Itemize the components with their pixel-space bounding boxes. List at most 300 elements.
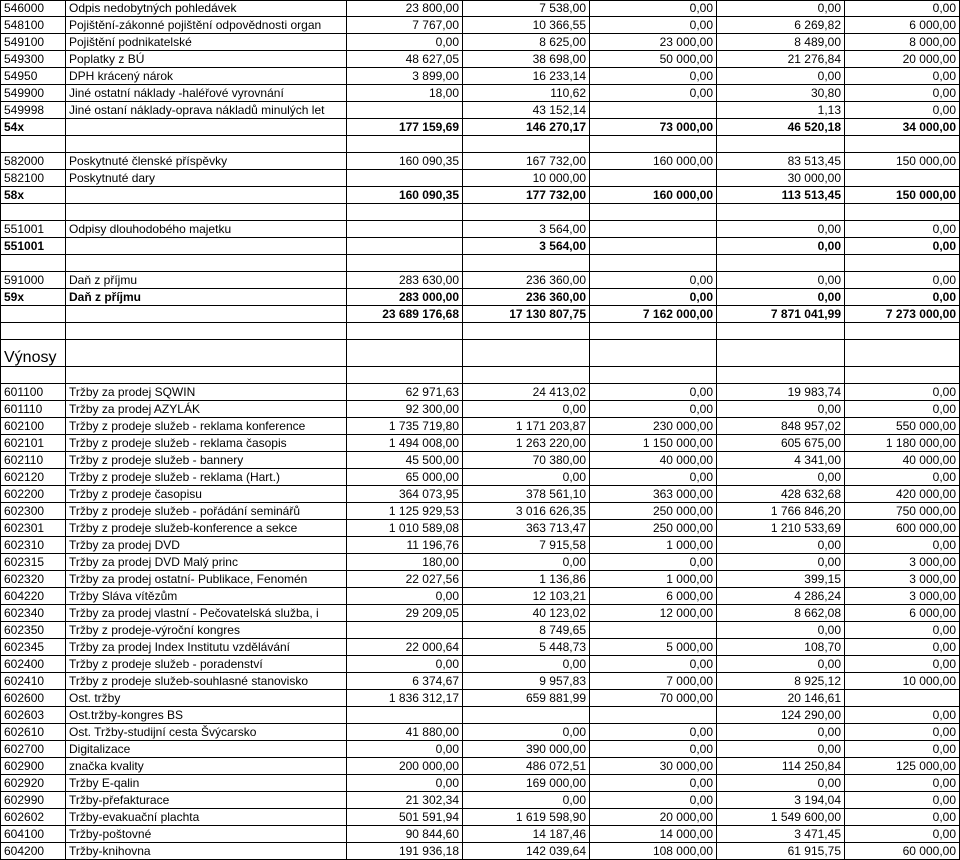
table-row bbox=[0, 588, 960, 605]
value-col2-cell: 0,00 bbox=[463, 724, 590, 741]
value-col1-cell: 177 159,69 bbox=[347, 119, 463, 136]
table-row bbox=[0, 503, 960, 520]
value-col5-cell: 0,00 bbox=[845, 826, 960, 843]
account-code-cell: 59x bbox=[0, 289, 66, 306]
account-name-cell: Tržby Sláva vítězům bbox=[66, 588, 347, 605]
value-col5-cell: 0,00 bbox=[845, 741, 960, 758]
value-col2-cell: 177 732,00 bbox=[463, 187, 590, 204]
value-col2-cell: 17 130 807,75 bbox=[463, 306, 590, 323]
value-col2-cell: 70 380,00 bbox=[463, 452, 590, 469]
value-col1-cell: 180,00 bbox=[347, 554, 463, 571]
value-col2-cell: 378 561,10 bbox=[463, 486, 590, 503]
account-code-cell: 602200 bbox=[0, 486, 66, 503]
value-col3-cell: 250 000,00 bbox=[590, 503, 717, 520]
value-col4-cell: 124 290,00 bbox=[717, 707, 845, 724]
subtotal-row bbox=[0, 238, 960, 255]
value-col3-cell: 73 000,00 bbox=[590, 119, 717, 136]
table-row bbox=[0, 384, 960, 401]
value-col5-cell bbox=[845, 340, 960, 367]
value-col4-cell: 0,00 bbox=[717, 289, 845, 306]
value-col3-cell: 230 000,00 bbox=[590, 418, 717, 435]
value-col5-cell: 0,00 bbox=[845, 537, 960, 554]
value-col3-cell: 7 162 000,00 bbox=[590, 306, 717, 323]
value-col1-cell: 0,00 bbox=[347, 34, 463, 51]
value-col1-cell: 364 073,95 bbox=[347, 486, 463, 503]
value-col1-cell bbox=[347, 340, 463, 367]
value-col4-cell: 0,00 bbox=[717, 469, 845, 486]
value-col2-cell: 5 448,73 bbox=[463, 639, 590, 656]
value-col5-cell: 3 000,00 bbox=[845, 571, 960, 588]
value-col3-cell: 23 000,00 bbox=[590, 34, 717, 51]
table-row bbox=[0, 418, 960, 435]
account-code-cell: 602120 bbox=[0, 469, 66, 486]
value-col2-cell: 43 152,14 bbox=[463, 102, 590, 119]
value-col4-cell: 0,00 bbox=[717, 554, 845, 571]
value-col3-cell: 1 000,00 bbox=[590, 571, 717, 588]
value-col5-cell: 3 000,00 bbox=[845, 588, 960, 605]
table-row bbox=[0, 469, 960, 486]
value-col2-cell bbox=[463, 323, 590, 340]
value-col5-cell: 0,00 bbox=[845, 724, 960, 741]
account-name-cell: Ost. tržby bbox=[66, 690, 347, 707]
value-col3-cell: 160 000,00 bbox=[590, 153, 717, 170]
value-col3-cell bbox=[590, 238, 717, 255]
table-row bbox=[0, 0, 960, 17]
account-code-cell: 602990 bbox=[0, 792, 66, 809]
account-name-cell: Ost. Tržby-studijní cesta Švýcarsko bbox=[66, 724, 347, 741]
value-col4-cell bbox=[717, 255, 845, 272]
account-code-cell: 582000 bbox=[0, 153, 66, 170]
account-name-cell bbox=[66, 323, 347, 340]
account-code-cell: 602610 bbox=[0, 724, 66, 741]
account-code-cell: 602110 bbox=[0, 452, 66, 469]
value-col3-cell: 6 000,00 bbox=[590, 588, 717, 605]
value-col5-cell: 0,00 bbox=[845, 401, 960, 418]
value-col3-cell: 0,00 bbox=[590, 384, 717, 401]
value-col4-cell: 19 983,74 bbox=[717, 384, 845, 401]
table-row bbox=[0, 85, 960, 102]
value-col2-cell bbox=[463, 367, 590, 384]
account-code-cell: 602920 bbox=[0, 775, 66, 792]
section-header-row bbox=[0, 340, 960, 367]
value-col3-cell: 1 150 000,00 bbox=[590, 435, 717, 452]
value-col5-cell: 1 180 000,00 bbox=[845, 435, 960, 452]
value-col4-cell: 3 194,04 bbox=[717, 792, 845, 809]
value-col3-cell bbox=[590, 204, 717, 221]
table-row bbox=[0, 435, 960, 452]
account-name-cell bbox=[66, 204, 347, 221]
account-name-cell: Tržby z prodeje služeb - reklama časopis bbox=[66, 435, 347, 452]
value-col4-cell: 848 957,02 bbox=[717, 418, 845, 435]
value-col3-cell: 12 000,00 bbox=[590, 605, 717, 622]
value-col2-cell: 0,00 bbox=[463, 554, 590, 571]
account-code-cell: 54x bbox=[0, 119, 66, 136]
value-col3-cell: 0,00 bbox=[590, 289, 717, 306]
value-col2-cell: 1 619 598,90 bbox=[463, 809, 590, 826]
table-row bbox=[0, 758, 960, 775]
value-col3-cell: 108 000,00 bbox=[590, 843, 717, 860]
value-col3-cell: 5 000,00 bbox=[590, 639, 717, 656]
account-name-cell bbox=[66, 136, 347, 153]
value-col2-cell: 0,00 bbox=[463, 656, 590, 673]
value-col1-cell: 1 494 008,00 bbox=[347, 435, 463, 452]
table-row bbox=[0, 170, 960, 187]
value-col4-cell bbox=[717, 340, 845, 367]
value-col4-cell: 0,00 bbox=[717, 741, 845, 758]
subtotal-row bbox=[0, 119, 960, 136]
account-code-cell: 602400 bbox=[0, 656, 66, 673]
table-row bbox=[0, 486, 960, 503]
account-name-cell: Tržby za prodej DVD bbox=[66, 537, 347, 554]
value-col5-cell: 3 000,00 bbox=[845, 554, 960, 571]
account-name-cell: Tržby za prodej AZYLÁK bbox=[66, 401, 347, 418]
value-col3-cell: 0,00 bbox=[590, 656, 717, 673]
value-col4-cell: 8 662,08 bbox=[717, 605, 845, 622]
value-col2-cell: 24 413,02 bbox=[463, 384, 590, 401]
value-col4-cell bbox=[717, 136, 845, 153]
value-col1-cell: 45 500,00 bbox=[347, 452, 463, 469]
value-col5-cell bbox=[845, 136, 960, 153]
value-col3-cell: 30 000,00 bbox=[590, 758, 717, 775]
value-col5-cell: 0,00 bbox=[845, 102, 960, 119]
account-code-cell: 602602 bbox=[0, 809, 66, 826]
value-col5-cell: 6 000,00 bbox=[845, 17, 960, 34]
value-col4-cell: 1,13 bbox=[717, 102, 845, 119]
value-col5-cell: 0,00 bbox=[845, 289, 960, 306]
value-col5-cell: 600 000,00 bbox=[845, 520, 960, 537]
value-col1-cell: 1 735 719,80 bbox=[347, 418, 463, 435]
account-code-cell: 549300 bbox=[0, 51, 66, 68]
account-name-cell: Tržby za prodej DVD Malý princ bbox=[66, 554, 347, 571]
value-col5-cell: 0,00 bbox=[845, 656, 960, 673]
value-col2-cell: 1 136,86 bbox=[463, 571, 590, 588]
value-col4-cell: 0,00 bbox=[717, 401, 845, 418]
table-row bbox=[0, 136, 960, 153]
value-col5-cell: 0,00 bbox=[845, 622, 960, 639]
value-col1-cell bbox=[347, 622, 463, 639]
account-name-cell: Ost.tržby-kongres BS bbox=[66, 707, 347, 724]
table-row bbox=[0, 690, 960, 707]
value-col5-cell: 40 000,00 bbox=[845, 452, 960, 469]
account-name-cell: Digitalizace bbox=[66, 741, 347, 758]
account-name-cell: Tržby z prodeje služeb-konference a sekce bbox=[66, 520, 347, 537]
value-col5-cell: 420 000,00 bbox=[845, 486, 960, 503]
account-name-cell: Tržby z prodeje služeb-souhlasné stanovisko bbox=[66, 673, 347, 690]
value-col1-cell bbox=[347, 707, 463, 724]
account-code-cell bbox=[0, 204, 66, 221]
value-col5-cell: 6 000,00 bbox=[845, 605, 960, 622]
value-col2-cell: 3 564,00 bbox=[463, 238, 590, 255]
account-code-cell: 551001 bbox=[0, 221, 66, 238]
value-col4-cell: 20 146,61 bbox=[717, 690, 845, 707]
value-col5-cell: 0,00 bbox=[845, 68, 960, 85]
value-col2-cell: 38 698,00 bbox=[463, 51, 590, 68]
table-row bbox=[0, 367, 960, 384]
value-col1-cell: 1 125 929,53 bbox=[347, 503, 463, 520]
account-name-cell bbox=[66, 187, 347, 204]
account-name-cell: značka kvality bbox=[66, 758, 347, 775]
value-col3-cell bbox=[590, 255, 717, 272]
value-col1-cell: 21 302,34 bbox=[347, 792, 463, 809]
account-code-cell: 602101 bbox=[0, 435, 66, 452]
account-code-cell: 602603 bbox=[0, 707, 66, 724]
value-col1-cell: 3 899,00 bbox=[347, 68, 463, 85]
value-col4-cell: 30,80 bbox=[717, 85, 845, 102]
account-name-cell: DPH krácený nárok bbox=[66, 68, 347, 85]
account-code-cell bbox=[0, 323, 66, 340]
value-col5-cell: 0,00 bbox=[845, 469, 960, 486]
value-col3-cell bbox=[590, 707, 717, 724]
value-col2-cell: 236 360,00 bbox=[463, 272, 590, 289]
value-col5-cell bbox=[845, 323, 960, 340]
value-col2-cell bbox=[463, 340, 590, 367]
account-name-cell: Poskytnuté dary bbox=[66, 170, 347, 187]
value-col2-cell: 659 881,99 bbox=[463, 690, 590, 707]
account-code-cell: 549100 bbox=[0, 34, 66, 51]
value-col3-cell bbox=[590, 102, 717, 119]
value-col2-cell: 16 233,14 bbox=[463, 68, 590, 85]
value-col5-cell: 0,00 bbox=[845, 272, 960, 289]
value-col4-cell: 0,00 bbox=[717, 272, 845, 289]
value-col2-cell bbox=[463, 707, 590, 724]
value-col1-cell: 0,00 bbox=[347, 656, 463, 673]
value-col2-cell: 7 538,00 bbox=[463, 0, 590, 17]
account-code-cell: 602350 bbox=[0, 622, 66, 639]
value-col4-cell bbox=[717, 367, 845, 384]
account-name-cell: Jiné ostaní náklady-oprava nákladů minulých let bbox=[66, 102, 347, 119]
value-col3-cell bbox=[590, 340, 717, 367]
value-col2-cell: 236 360,00 bbox=[463, 289, 590, 306]
value-col1-cell: 200 000,00 bbox=[347, 758, 463, 775]
value-col5-cell: 125 000,00 bbox=[845, 758, 960, 775]
table-row bbox=[0, 809, 960, 826]
account-code-cell: 602700 bbox=[0, 741, 66, 758]
value-col2-cell: 0,00 bbox=[463, 792, 590, 809]
account-name-cell: Tržby z prodeje služeb - poradenství bbox=[66, 656, 347, 673]
account-code-cell: 602310 bbox=[0, 537, 66, 554]
value-col5-cell bbox=[845, 255, 960, 272]
value-col3-cell: 1 000,00 bbox=[590, 537, 717, 554]
account-code-cell: 601100 bbox=[0, 384, 66, 401]
value-col1-cell: 22 027,56 bbox=[347, 571, 463, 588]
table-row bbox=[0, 153, 960, 170]
value-col3-cell: 0,00 bbox=[590, 401, 717, 418]
value-col1-cell: 7 767,00 bbox=[347, 17, 463, 34]
account-code-cell bbox=[0, 255, 66, 272]
value-col1-cell bbox=[347, 204, 463, 221]
value-col3-cell: 50 000,00 bbox=[590, 51, 717, 68]
account-name-cell: Daň z příjmu bbox=[66, 289, 347, 306]
value-col3-cell: 0,00 bbox=[590, 792, 717, 809]
account-code-cell: 602340 bbox=[0, 605, 66, 622]
value-col2-cell: 0,00 bbox=[463, 469, 590, 486]
account-code-cell: 602900 bbox=[0, 758, 66, 775]
account-name-cell: Tržby z prodeje služeb - pořádání seminářů bbox=[66, 503, 347, 520]
table-row bbox=[0, 673, 960, 690]
value-col5-cell: 0,00 bbox=[845, 384, 960, 401]
value-col4-cell: 4 286,24 bbox=[717, 588, 845, 605]
value-col1-cell: 1 010 589,08 bbox=[347, 520, 463, 537]
value-col1-cell: 501 591,94 bbox=[347, 809, 463, 826]
value-col1-cell: 1 836 312,17 bbox=[347, 690, 463, 707]
value-col4-cell: 0,00 bbox=[717, 724, 845, 741]
account-name-cell: Odpisy dlouhodobého majetku bbox=[66, 221, 347, 238]
value-col4-cell: 0,00 bbox=[717, 775, 845, 792]
value-col1-cell: 0,00 bbox=[347, 775, 463, 792]
account-code-cell: 604220 bbox=[0, 588, 66, 605]
value-col2-cell: 3 016 626,35 bbox=[463, 503, 590, 520]
table-row bbox=[0, 51, 960, 68]
account-name-cell: Tržby z prodeje služeb - bannery bbox=[66, 452, 347, 469]
subtotal-row bbox=[0, 289, 960, 306]
value-col4-cell: 1 549 600,00 bbox=[717, 809, 845, 826]
account-name-cell: Tržby z prodeje služeb - reklama konference bbox=[66, 418, 347, 435]
account-code-cell: 582100 bbox=[0, 170, 66, 187]
value-col3-cell bbox=[590, 221, 717, 238]
table-row bbox=[0, 520, 960, 537]
account-code-cell: 602600 bbox=[0, 690, 66, 707]
account-name-cell bbox=[66, 340, 347, 367]
value-col1-cell: 29 209,05 bbox=[347, 605, 463, 622]
section-title: Výnosy bbox=[0, 340, 66, 367]
table-row bbox=[0, 401, 960, 418]
value-col4-cell: 30 000,00 bbox=[717, 170, 845, 187]
value-col4-cell: 1 210 533,69 bbox=[717, 520, 845, 537]
value-col2-cell: 390 000,00 bbox=[463, 741, 590, 758]
value-col3-cell bbox=[590, 367, 717, 384]
table-row bbox=[0, 622, 960, 639]
value-col5-cell: 0,00 bbox=[845, 707, 960, 724]
table-row bbox=[0, 102, 960, 119]
value-col3-cell: 20 000,00 bbox=[590, 809, 717, 826]
value-col2-cell: 363 713,47 bbox=[463, 520, 590, 537]
value-col3-cell: 363 000,00 bbox=[590, 486, 717, 503]
value-col5-cell bbox=[845, 690, 960, 707]
account-name-cell: Tržby-knihovna bbox=[66, 843, 347, 860]
value-col3-cell: 70 000,00 bbox=[590, 690, 717, 707]
account-name-cell bbox=[66, 238, 347, 255]
value-col2-cell: 3 564,00 bbox=[463, 221, 590, 238]
account-name-cell: Jiné ostatní náklady -haléřové vyrovnání bbox=[66, 85, 347, 102]
account-code-cell: 601110 bbox=[0, 401, 66, 418]
table-row bbox=[0, 826, 960, 843]
account-code-cell: 549900 bbox=[0, 85, 66, 102]
value-col2-cell: 10 366,55 bbox=[463, 17, 590, 34]
value-col4-cell: 0,00 bbox=[717, 537, 845, 554]
table-row bbox=[0, 724, 960, 741]
account-code-cell: 602345 bbox=[0, 639, 66, 656]
table-row bbox=[0, 452, 960, 469]
account-code-cell: 602100 bbox=[0, 418, 66, 435]
value-col3-cell bbox=[590, 622, 717, 639]
account-code-cell: 551001 bbox=[0, 238, 66, 255]
value-col3-cell: 160 000,00 bbox=[590, 187, 717, 204]
value-col1-cell bbox=[347, 170, 463, 187]
value-col3-cell: 40 000,00 bbox=[590, 452, 717, 469]
value-col4-cell: 114 250,84 bbox=[717, 758, 845, 775]
value-col1-cell: 22 000,64 bbox=[347, 639, 463, 656]
table-row bbox=[0, 34, 960, 51]
value-col2-cell: 142 039,64 bbox=[463, 843, 590, 860]
value-col5-cell: 750 000,00 bbox=[845, 503, 960, 520]
value-col2-cell: 9 957,83 bbox=[463, 673, 590, 690]
value-col5-cell: 0,00 bbox=[845, 85, 960, 102]
value-col1-cell: 23 800,00 bbox=[347, 0, 463, 17]
value-col2-cell: 146 270,17 bbox=[463, 119, 590, 136]
value-col5-cell bbox=[845, 367, 960, 384]
value-col5-cell: 0,00 bbox=[845, 221, 960, 238]
value-col4-cell: 0,00 bbox=[717, 0, 845, 17]
value-col5-cell: 60 000,00 bbox=[845, 843, 960, 860]
value-col4-cell: 0,00 bbox=[717, 238, 845, 255]
value-col2-cell: 110,62 bbox=[463, 85, 590, 102]
account-name-cell: Odpis nedobytných pohledávek bbox=[66, 0, 347, 17]
value-col5-cell: 0,00 bbox=[845, 0, 960, 17]
table-row bbox=[0, 68, 960, 85]
account-name-cell bbox=[66, 306, 347, 323]
account-name-cell: Tržby za prodej Index Institutu vzdělávání bbox=[66, 639, 347, 656]
value-col4-cell: 0,00 bbox=[717, 221, 845, 238]
account-code-cell: 604100 bbox=[0, 826, 66, 843]
value-col4-cell: 108,70 bbox=[717, 639, 845, 656]
table-row bbox=[0, 656, 960, 673]
value-col1-cell bbox=[347, 221, 463, 238]
table-row bbox=[0, 605, 960, 622]
value-col4-cell: 61 915,75 bbox=[717, 843, 845, 860]
account-code-cell: 54950 bbox=[0, 68, 66, 85]
value-col3-cell: 7 000,00 bbox=[590, 673, 717, 690]
account-code-cell: 602301 bbox=[0, 520, 66, 537]
account-name-cell: Tržby z prodeje časopisu bbox=[66, 486, 347, 503]
value-col2-cell: 7 915,58 bbox=[463, 537, 590, 554]
value-col1-cell: 160 090,35 bbox=[347, 153, 463, 170]
value-col1-cell: 18,00 bbox=[347, 85, 463, 102]
account-name-cell: Tržby za prodej vlastní - Pečovatelská služba, i bbox=[66, 605, 347, 622]
subtotal-row bbox=[0, 187, 960, 204]
value-col1-cell: 191 936,18 bbox=[347, 843, 463, 860]
value-col4-cell: 7 871 041,99 bbox=[717, 306, 845, 323]
table-row bbox=[0, 537, 960, 554]
value-col4-cell: 46 520,18 bbox=[717, 119, 845, 136]
table-row bbox=[0, 554, 960, 571]
account-code-cell bbox=[0, 306, 66, 323]
table-row bbox=[0, 323, 960, 340]
value-col5-cell: 150 000,00 bbox=[845, 187, 960, 204]
table-row bbox=[0, 792, 960, 809]
value-col5-cell: 8 000,00 bbox=[845, 34, 960, 51]
value-col4-cell: 0,00 bbox=[717, 68, 845, 85]
value-col4-cell: 605 675,00 bbox=[717, 435, 845, 452]
value-col1-cell: 283 630,00 bbox=[347, 272, 463, 289]
value-col4-cell: 399,15 bbox=[717, 571, 845, 588]
value-col5-cell: 20 000,00 bbox=[845, 51, 960, 68]
value-col3-cell: 0,00 bbox=[590, 0, 717, 17]
value-col5-cell: 10 000,00 bbox=[845, 673, 960, 690]
value-col5-cell: 0,00 bbox=[845, 809, 960, 826]
value-col1-cell: 41 880,00 bbox=[347, 724, 463, 741]
value-col4-cell: 1 766 846,20 bbox=[717, 503, 845, 520]
account-name-cell: Tržby-poštovné bbox=[66, 826, 347, 843]
value-col2-cell: 1 263 220,00 bbox=[463, 435, 590, 452]
value-col2-cell: 1 171 203,87 bbox=[463, 418, 590, 435]
value-col3-cell: 0,00 bbox=[590, 272, 717, 289]
table-row bbox=[0, 17, 960, 34]
value-col3-cell: 250 000,00 bbox=[590, 520, 717, 537]
value-col3-cell: 0,00 bbox=[590, 775, 717, 792]
value-col1-cell: 160 090,35 bbox=[347, 187, 463, 204]
account-code-cell bbox=[0, 136, 66, 153]
value-col3-cell: 0,00 bbox=[590, 17, 717, 34]
